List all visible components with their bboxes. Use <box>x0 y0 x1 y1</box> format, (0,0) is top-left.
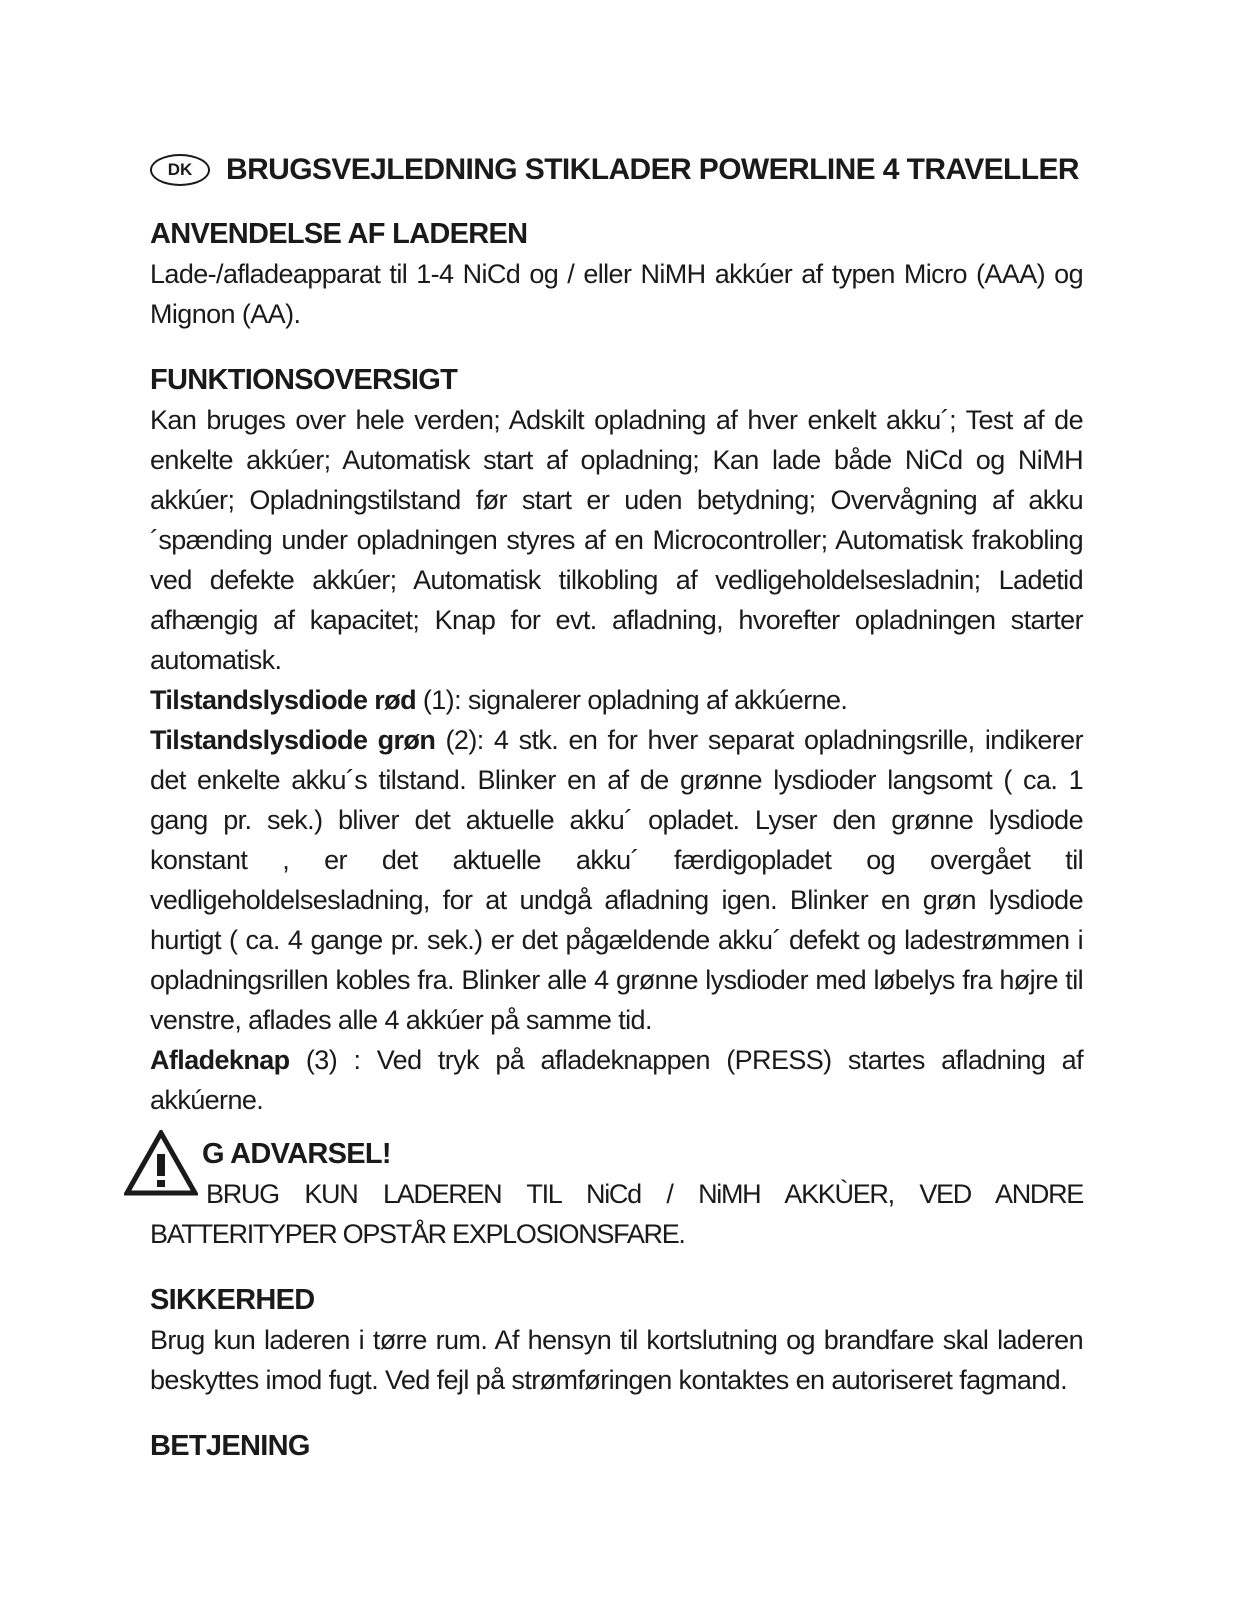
discharge-paragraph <box>150 1040 1083 1120</box>
warning-text: BRUG KUN LADEREN TIL NiCd / NiMH AKKÙER, VED ANDRE BATTERITYPER OPSTÅR EXPLOSIONSFARE. <box>150 1179 1083 1249</box>
language-badge: DK <box>150 154 210 186</box>
safety-text: Brug kun laderen i tørre rum. Af hensyn til kortslutning og brandfare skal laderen beskyttes imod fugt. Ved fejl på strømføringen kontaktes en autoriseret fagmand. <box>150 1325 1083 1395</box>
warning-block <box>150 1134 1083 1254</box>
discharge-label: Afladeknap <box>150 1045 290 1075</box>
document-page <box>150 142 1083 1466</box>
functions-text: Kan bruges over hele verden; Adskilt opladning af hver enkelt akku´; Test af de enkelte akkúer; Automatisk start af opladning; Kan lade både NiCd og NiMH akkúer; Opladningstilstand før start er uden betydning; Overvågning af akku´spænding under opladningen styres af en Microcontroller; Automatisk frakobling ved defekte akkúer; Automatisk tilkobling af vedligeholdelsesladnin; Ladetid afhængig af kapacitet; Knap for evt. afladning, hvorefter opladningen starter automatisk. <box>150 405 1083 675</box>
functions-heading: FUNKTIONSOVERSIGT <box>150 364 458 396</box>
led-red-label: Tilstandslysdiode rød <box>150 685 416 715</box>
safety-heading: SIKKERHED <box>150 1284 315 1316</box>
led-green-text: (2): 4 stk. en for hver separat opladningsrille, indikerer det enkelte akku´s tilstand. Blinker en af de grønne lysdioder langsomt ( ca. 1 gang pr. sek.) bliver det aktuelle akku´ opladet. Lyser den grønne lysdiode konstant , er det aktuelle akku´ færdigopladet og overgået til vedligeholdelsesladning, for at undgå afladning igen. Blinker en grøn lysdiode hurtigt ( ca. 4 gange pr. sek.) er det pågældende akku´ defekt og ladestrømmen i opladningsrillen kobles fra. Blinker alle 4 grønne lysdioder med løbelys fra højre til venstre, aflades alle 4 akkúer på samme tid. <box>150 725 1083 1035</box>
warning-triangle-icon <box>124 1130 198 1196</box>
document-title: BRUGSVEJLEDNING STIKLADER POWERLINE 4 TRAVELLER <box>226 153 1079 186</box>
led-green-label: Tilstandslysdiode grøn <box>150 725 436 755</box>
discharge-text: (3) : Ved tryk på afladeknappen (PRESS) startes afladning af akkúerne. <box>150 1045 1083 1115</box>
document-header <box>150 142 1083 198</box>
led-red-text: (1): signalerer opladning af akkúerne. <box>415 685 848 715</box>
warning-title: G ADVARSEL! <box>202 1138 391 1170</box>
usage-text: Lade-/afladeapparat til 1-4 NiCd og / eller NiMH akkúer af typen Micro (AAA) og Mignon (AA). <box>150 259 1083 329</box>
usage-heading: ANVENDELSE AF LADEREN <box>150 218 528 250</box>
operation-heading: BETJENING <box>150 1430 310 1462</box>
led-red-paragraph <box>150 680 1083 720</box>
led-green-paragraph <box>150 720 1083 1040</box>
